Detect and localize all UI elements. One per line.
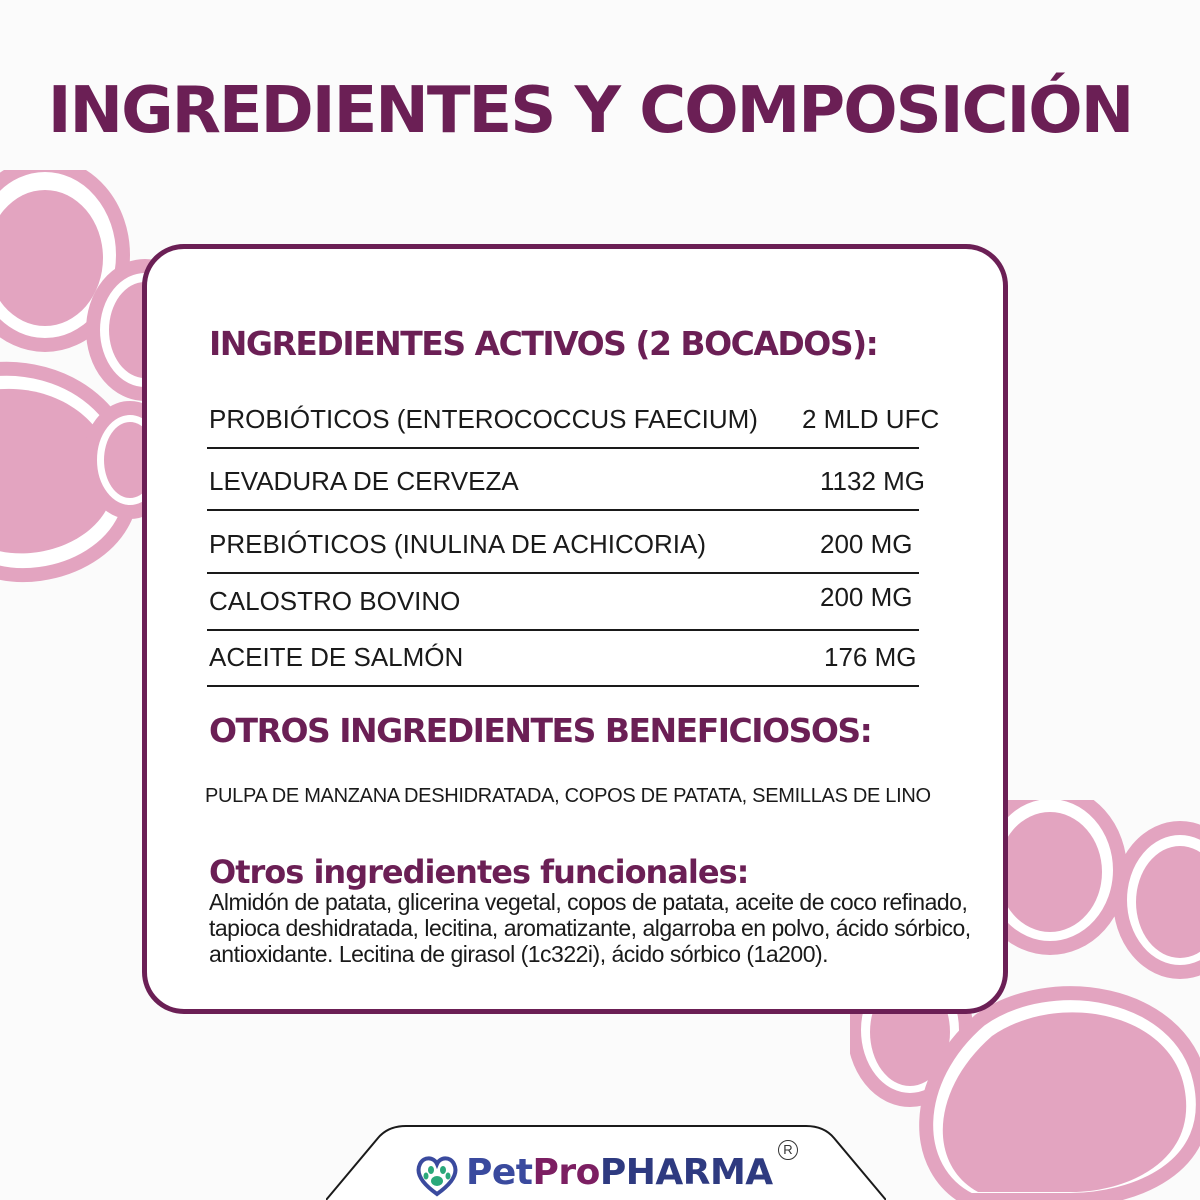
- ingredient-amount: 2 MLD UFC: [802, 404, 940, 434]
- ingredient-row: [207, 447, 926, 511]
- ingredient-row: [207, 399, 940, 449]
- brand-footer: [326, 1124, 886, 1200]
- ingredient-amount: 176 MG: [824, 642, 917, 672]
- heart-paw-logo-icon: [414, 1152, 460, 1198]
- brand-logo-text: [466, 1152, 773, 1193]
- registered-mark: R: [778, 1140, 798, 1160]
- ingredient-name: LEVADURA DE CERVEZA: [209, 466, 519, 496]
- ingredients-card: [142, 244, 1008, 1014]
- active-ingredients-title: INGREDIENTES ACTIVOS (2 BOCADOS):: [209, 324, 878, 363]
- beneficial-ingredients-text: PULPA DE MANZANA DESHIDRATADA, COPOS DE PATATA, SEMILLAS DE LINO: [205, 785, 931, 807]
- page-title: INGREDIENTES Y COMPOSICIÓN: [47, 74, 1133, 148]
- ingredient-amount: 200 MG: [820, 529, 913, 559]
- ingredient-name: ACEITE DE SALMÓN: [209, 642, 464, 672]
- brand-pharma: PHARMA: [599, 1152, 773, 1193]
- ingredient-amount: 1132 MG: [820, 466, 926, 496]
- ingredient-name: PROBIÓTICOS (ENTEROCOCCUS FAECIUM): [209, 404, 758, 434]
- ingredient-name: CALOSTRO BOVINO: [209, 586, 461, 616]
- ingredient-row: [207, 509, 919, 574]
- brand-pet: Pet: [466, 1152, 533, 1193]
- ingredient-row: [207, 629, 919, 687]
- functional-ingredients-text: Almidón de patata, glicerina vegetal, copos de patata, aceite de coco refinado, tapioca deshidratada, lecitina, aromatizante, algarroba en polvo, ácido sórbico, antioxidante. Lecitina de girasol (1c322i), ácido sórbico (1a200).: [209, 889, 971, 967]
- brand-pro: Pro: [532, 1152, 600, 1193]
- beneficial-ingredients-title: OTROS INGREDIENTES BENEFICIOSOS:: [209, 711, 872, 750]
- ingredient-name: PREBIÓTICOS (INULINA DE ACHICORIA): [209, 529, 706, 559]
- ingredient-row: [207, 572, 919, 631]
- ingredient-amount: 200 MG: [820, 582, 913, 612]
- functional-ingredients-title: Otros ingredientes funcionales:: [209, 853, 749, 891]
